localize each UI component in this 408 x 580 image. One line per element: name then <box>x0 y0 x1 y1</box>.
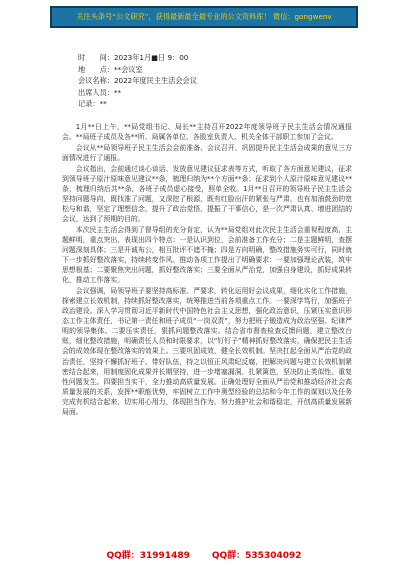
meta-time-value: 2023年1月■日 9：00 <box>113 53 189 62</box>
promo-banner <box>50 6 358 28</box>
body-paragraph: 会议强调，局领导班子要坚持高标准、严要求，转化运用好会议成果，细化实化工作措施，探索建立长效机制，持续抓好整改落实，统筹推进当前各项重点工作。一要深学笃行，加强班子政治建设。深入学习贯彻习近平新时代中国特色社会主义思想，强化政治意识，压紧压实意识形态工作主体责任，书记第一责任和班子成员“一岗双责”，努力把班子锻造成为政治坚强、纪律严明的领导集体。二要压实责任，狠抓问题整改落实。结合省市督查检查反馈问题，建立整改台账，细化整改措施，明确责任人员和时限要求，以“钉钉子”精神抓好整改落实，确保把民主生活会的成效体现在整改落实的效果上。三要巩固成效，健全长效机制。坚决扛起全面从严治党的政治责任，坚持不懈抓好班子、带好队伍，持之以恒正风肃纪反腐，把解决问题与建立长效机制紧密结合起来，用制度固化成果并长期坚持，进一步堵塞漏洞、扎紧篱笆，坚决防止类似性、重复性问题发生。四要担当实干，全力推动高质量发展。正确处理好全面从严治党和推动经济社会高质量发展的关系，发挥**职能优势，牢固树立工作中奥型经验的总结和今年工作的谋划以及任务完成有机结合起来，切实用心用力，体现担当作为，努力推护社会和谐稳定，开创高质量发展新局面。 <box>62 286 352 416</box>
body-paragraph: 会议从**局领导班子民主生活会会前准备、会议召开、巩固提升民主生活会成果的意见三方面情况进行了通报。 <box>62 143 352 162</box>
meta-place-label: 地 点： <box>78 64 114 74</box>
qq-group-1: QQ群：31991489 <box>106 551 190 561</box>
meta-attendee-label: 出席人员： <box>78 87 114 97</box>
meta-attendee-value: ** <box>113 87 122 97</box>
promo-banner-text: 关注头条号“公文研究”，获得最新最全最专业的公文资料库！ 微信：gongwenv <box>76 12 332 21</box>
document-body <box>62 122 352 418</box>
body-paragraph: 1月**日上午，**局党组书记、局长**主持召开2022年度领导班子民主生活会情况通报会。**局班子成员及各**所、局属各单位、各股室负责人、机关全体干部职工参加了会议。 <box>62 123 352 142</box>
contact-footer <box>0 548 408 561</box>
qq-group-2: QQ群：535304092 <box>211 551 302 561</box>
meta-place-row <box>78 64 197 76</box>
body-paragraph: 本次民主生活会得到了督导组的充分肯定，认为**局党组对此次民主生活会重视程度高，主题鲜明，重点突出，表现出四个特点：一是认识到位，会前准备工作充分；二是主题鲜明，查摆问题深刻具体；三是开诚布公，相互批评不遮不掩；四是方向明确，整改措施务实可行，同时就下一步抓好整改落实，持续转变作风、推动各项工作提出了明确要求：一要加强理论武装，筑牢思想根基；二要聚焦突出问题，抓好整改落实；三要全面从严治党，加强自身建设，抓好成果转化，推动工作落实。 <box>62 225 352 285</box>
meta-recorder-label: 记录： <box>78 99 100 109</box>
body-paragraph: 会议指出，会前通过谈心谈话、发放意见建议征求表等方式，听取了各方面意见建议，征求到领导班子原汁原味意见建议**条，梳理归纳为**个方面**条；征求到个人原汁原味意见建议**条，梳理归纳后共**条，各班子成员虚心接受，照单全收。1月**日召开的领导班子民主生活会坚持问题导向，既找准了问题，又深挖了根源，既有红脸出汗的紧张与严肃，也有加油鼓劲的宽松与和谐，坚定了理想信念，提升了政治觉悟，提振了干事信心，是一次严肃认真、增进团结的会议，达到了预期的目的。 <box>62 164 352 224</box>
meta-topic-label: 会议名称： <box>78 76 114 86</box>
meta-topic-row <box>78 75 197 87</box>
meta-attendee-row <box>78 87 197 99</box>
meeting-meta <box>78 52 197 110</box>
meta-time-row <box>78 52 197 64</box>
meta-recorder-value: ** <box>99 99 107 109</box>
meta-topic-value: 2022年度民主生活会会议 <box>113 76 197 86</box>
meta-recorder-row <box>78 98 197 110</box>
meta-time-label: 时 间： <box>78 53 114 62</box>
meta-place-value: **会议室 <box>113 64 143 74</box>
